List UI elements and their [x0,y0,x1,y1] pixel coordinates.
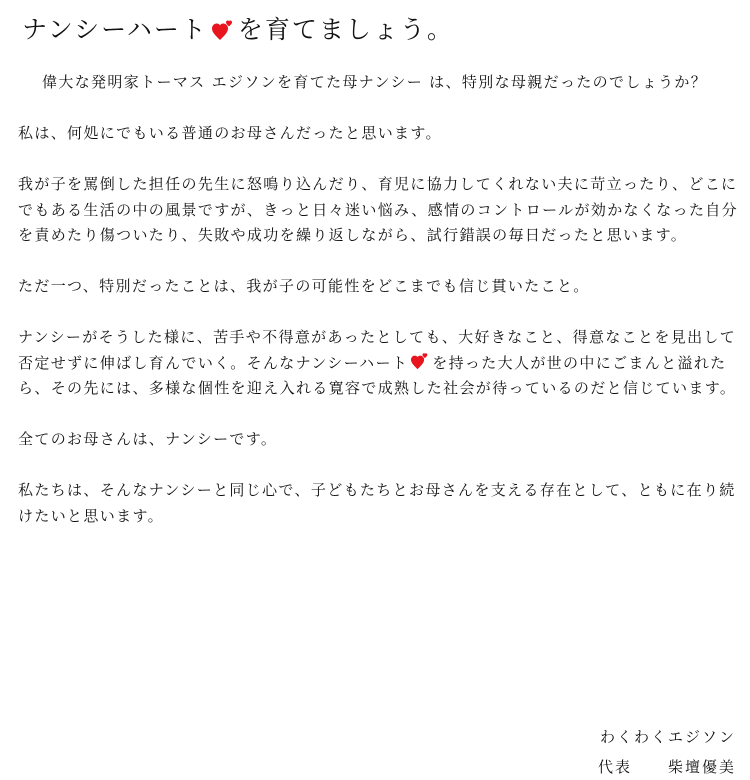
signature-organization: わくわくエジソン [599,728,736,746]
paragraph-4: ただ一つ、特別だったことは、我が子の可能性をどこまでも信じ貫いたこと。 [18,277,590,295]
paragraph-5-text-before: ナンシーがそうした様に、苦手や不得意があったとしても、大好きなこと、得意なことを見出して否定せずに伸ばし育んでいく。そんなナンシーハート [18,328,737,372]
paragraph-6: 全てのお母さんは、ナンシーです。 [18,430,278,448]
paragraph-2: 私は、何処にでもいる普通のお母さんだったと思います。 [18,124,442,142]
title-text-after: を育てましょう。 [237,15,454,44]
paragraph-5-text-after: を持った大人が世の中にごまんと溢れたら、その先には、多様な個性を迎え入れる寛容で成熟した社会が待っているのだと信じています。 [18,353,737,397]
paragraph-7: 私たちは、そんなナンシーと同じ心で、子どもたちとお母さんを支える存在として、ともに在り続けたいと思います。 [18,481,736,525]
paragraph-3: 我が子を罵倒した担任の先生に怒鳴り込んだり、育児に協力してくれない夫に苛立ったり、どこにでもある生活の中の風景ですが、きっと日々迷い悩み、感情のコントロールが効かなくなった自分を責めたり傷ついたり、失敗や成功を繰り返しながら、試行錯誤の毎日だったと思います。 [18,175,739,244]
page-title [22,12,454,48]
paragraph-1-text: 偉大な発明家トーマス エジソンを育てた母ナンシー は、特別な母親だったのでしょうか？ [42,73,708,91]
signature-representative [598,756,736,777]
paragraph-1 [18,70,743,96]
signature-name: 柴壇優美 [667,758,736,776]
heart-icon-inline [411,351,429,371]
title-text-before: ナンシーハート [22,15,208,44]
paragraph-5 [18,325,743,402]
letter-body [18,70,743,555]
heart-icon [212,18,234,42]
signature-title: 代表 [597,758,632,776]
